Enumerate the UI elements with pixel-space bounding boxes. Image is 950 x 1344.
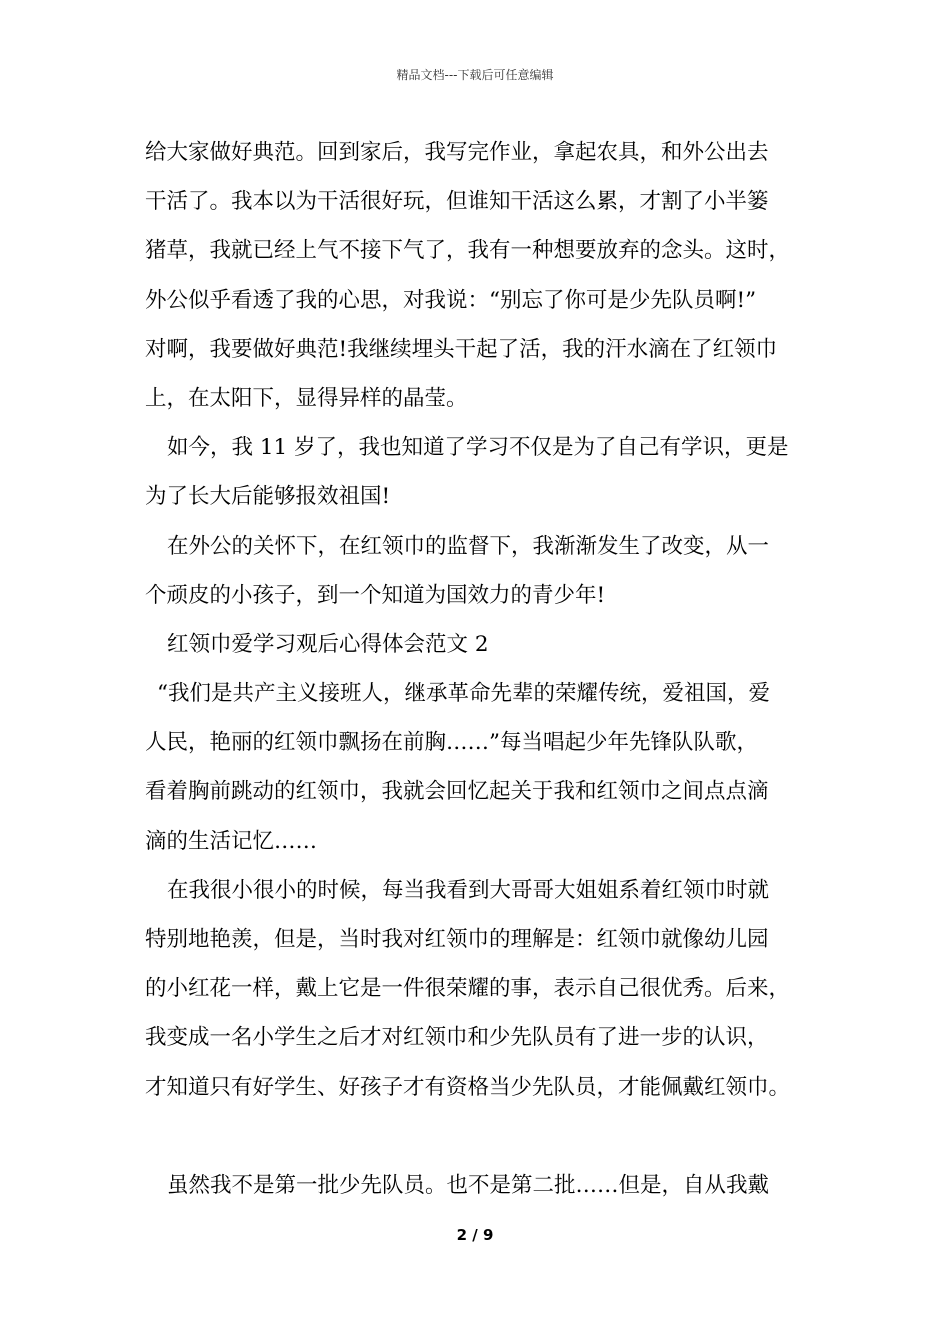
text-line: 上，在太阳下，显得异样的晶莹。 xyxy=(145,385,468,411)
text-line: 在外公的关怀下，在红领巾的监督下，我渐渐发生了改变，从一 xyxy=(167,533,770,559)
text-line: “我们是共产主义接班人，继承革命先辈的荣耀传统，爱祖国，爱 xyxy=(157,681,770,707)
document-body xyxy=(145,128,825,1210)
text-line: 个顽皮的小孩子，到一个知道为国效力的青少年! xyxy=(145,582,606,608)
text-line: 特别地艳羡，但是，当时我对红领巾的理解是：红领巾就像幼儿园 xyxy=(145,927,769,952)
text-line: 的小红花一样，戴上它是一件很荣耀的事，表示自己很优秀。后来， xyxy=(145,976,791,1002)
text-line: 人民，艳丽的红领巾飘扬在前胸……”每当唱起少年先锋队队歌， xyxy=(145,730,758,756)
text-line: 虽然我不是第一批少先队员。也不是第二批……但是，自从我戴 xyxy=(167,1172,770,1198)
section-title: 红领巾爱学习观后心得体会范文 2 xyxy=(167,631,489,657)
text-line: 外公似乎看透了我的心思，对我说：“别忘了你可是少先队员啊!” xyxy=(145,287,757,313)
page-number: 2 / 9 xyxy=(456,1226,494,1244)
text-line: 才知道只有好学生、好孩子才有资格当少先队员，才能佩戴红领巾。 xyxy=(145,1074,791,1100)
text-line: 干活了。我本以为干活很好玩，但谁知干活这么累，才割了小半篓 xyxy=(145,189,769,215)
text-line: 给大家做好典范。回到家后，我写完作业，拿起农具，和外公出去 xyxy=(145,140,769,165)
page-header: 精品文档---下载后可任意编辑 xyxy=(396,68,554,82)
paragraph-gap xyxy=(145,1112,825,1161)
text-line: 对啊，我要做好典范!我继续埋头干起了活，我的汗水滴在了红领巾 xyxy=(145,336,778,362)
text-line: 如今，我 11 岁了，我也知道了学习不仅是为了自己有学识，更是 xyxy=(167,435,789,461)
text-line: 看着胸前跳动的红领巾，我就会回忆起关于我和红领巾之间点点滴 xyxy=(145,779,769,805)
text-line: 我变成一名小学生之后才对红领巾和少先队员有了进一步的认识， xyxy=(145,1025,769,1051)
text-line: 在我很小很小的时候，每当我看到大哥哥大姐姐系着红领巾时就 xyxy=(167,877,770,903)
text-line: 猪草，我就已经上气不接下气了，我有一种想要放弃的念头。这时， xyxy=(145,238,791,264)
text-line: 为了长大后能够报效祖国! xyxy=(145,484,391,510)
text-line: 滴的生活记忆…… xyxy=(145,828,318,854)
